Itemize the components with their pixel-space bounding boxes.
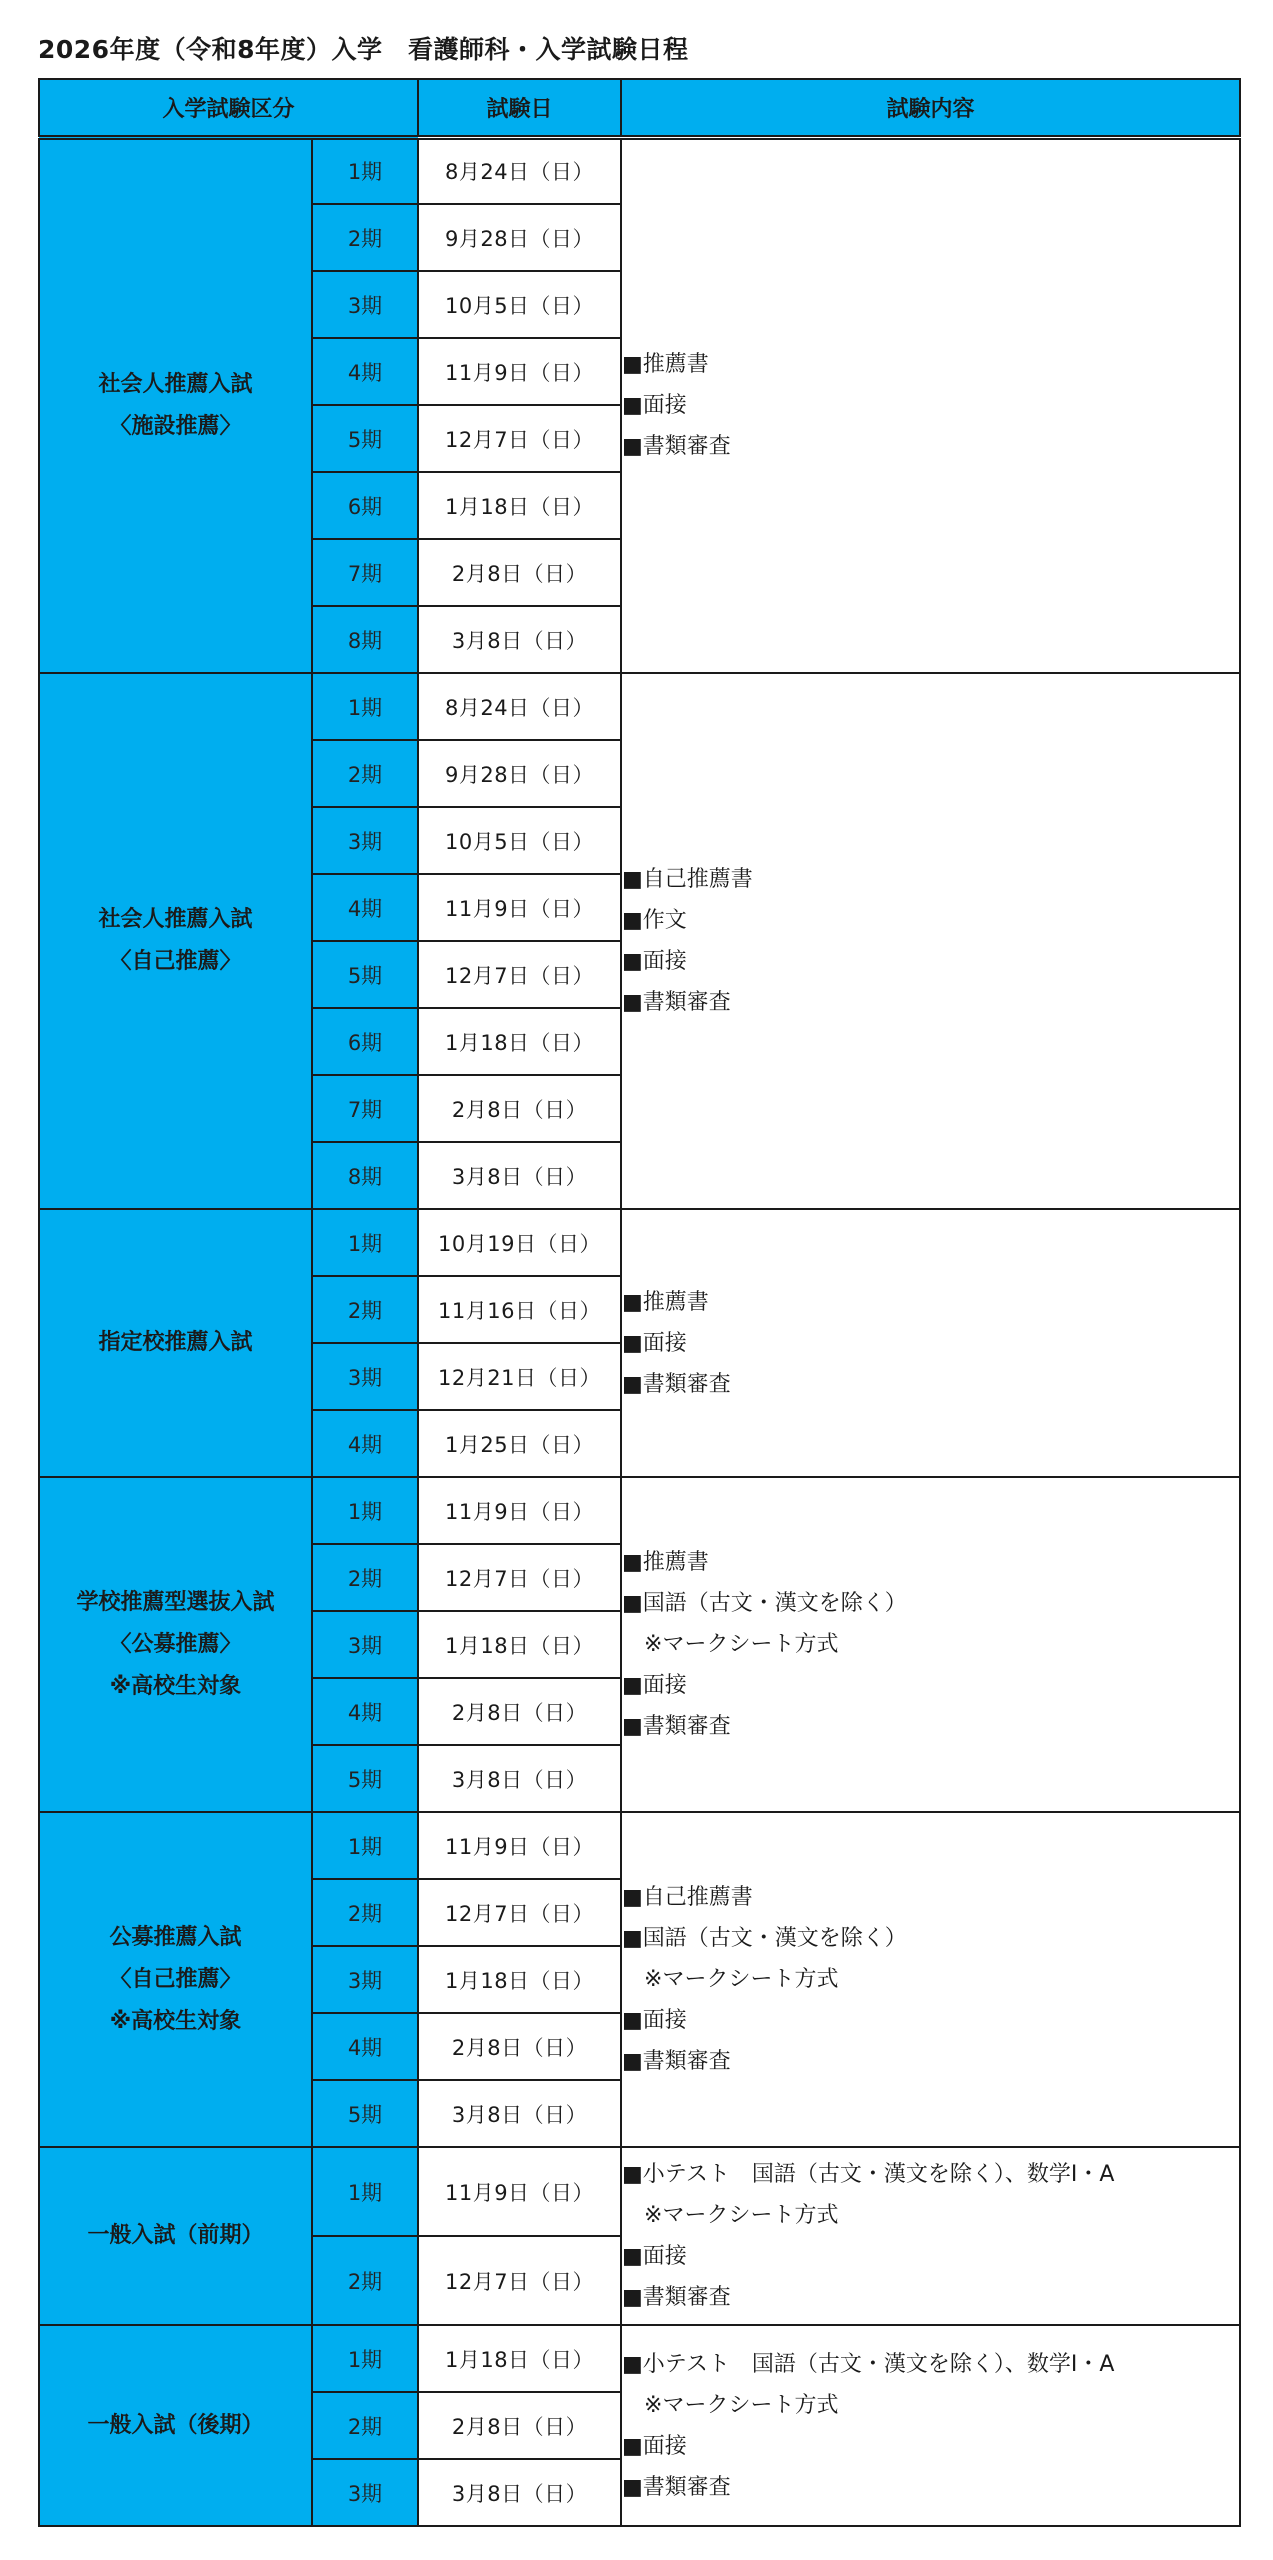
table-row (39, 137, 1240, 204)
period-cell: 2期 (312, 2236, 418, 2325)
exam-date-cell: 1月18日（日） (418, 1008, 621, 1075)
exam-category-label: 一般入試（前期） (87, 2223, 264, 2248)
exam-content-item: ■国語（古文・漢文を除く） (622, 1591, 907, 1616)
exam-category-cell (39, 2325, 312, 2526)
period-cell: 8期 (312, 606, 418, 673)
exam-category-label: ※高校生対象 (109, 2008, 242, 2034)
header-category: 入学試験区分 (39, 79, 418, 137)
exam-content-item: ※マークシート方式 (622, 1967, 839, 1992)
period-cell: 1期 (312, 1477, 418, 1544)
exam-content-item: ■面接 (622, 1673, 687, 1698)
exam-category-cell (39, 673, 312, 1209)
exam-category-label: ※高校生対象 (109, 1673, 242, 1699)
exam-date-cell: 10月5日（日） (418, 271, 621, 338)
exam-category-label: 学校推薦型選抜入試 (76, 1589, 275, 1615)
period-cell: 4期 (312, 1410, 418, 1477)
exam-date-cell: 1月18日（日） (418, 472, 621, 539)
period-cell: 3期 (312, 807, 418, 874)
exam-date-cell: 1月25日（日） (418, 1410, 621, 1477)
exam-date-cell: 8月24日（日） (418, 673, 621, 740)
exam-date-cell: 2月8日（日） (418, 1678, 621, 1745)
table-row (39, 2147, 1240, 2236)
exam-category-label: 〈自己推薦〉 (109, 1966, 242, 1992)
exam-date-cell: 12月7日（日） (418, 2236, 621, 2325)
exam-date-cell: 12月7日（日） (418, 941, 621, 1008)
exam-category-label: 〈自己推薦〉 (109, 949, 242, 974)
exam-content-item: ■面接 (622, 2244, 687, 2269)
exam-content-item: ■小テスト 国語（古文・漢文を除く）、数学Ⅰ・A (622, 2351, 1115, 2377)
exam-category-label: 〈施設推薦〉 (109, 413, 242, 439)
period-cell: 4期 (312, 2013, 418, 2080)
period-cell: 4期 (312, 874, 418, 941)
period-cell: 1期 (312, 673, 418, 740)
exam-category-label: 一般入試（後期） (87, 2412, 264, 2438)
exam-date-cell: 11月9日（日） (418, 2147, 621, 2236)
header-content: 試験内容 (621, 79, 1240, 137)
exam-date-cell: 12月7日（日） (418, 1879, 621, 1946)
exam-content-item: ■書類審査 (622, 1371, 731, 1397)
period-cell: 3期 (312, 1946, 418, 2013)
period-cell: 3期 (312, 2459, 418, 2526)
period-cell: 3期 (312, 1343, 418, 1410)
table-row (39, 673, 1240, 740)
exam-content-item: ■推薦書 (622, 352, 709, 378)
exam-content-cell (621, 137, 1240, 673)
exam-category-label: 社会人推薦入試 (98, 907, 253, 932)
exam-date-cell: 1月18日（日） (418, 2325, 621, 2392)
exam-content-item: ■書類審査 (622, 2474, 731, 2500)
exam-category-cell (39, 1812, 312, 2147)
exam-content-cell (621, 2325, 1240, 2526)
period-cell: 4期 (312, 338, 418, 405)
exam-category-label: 社会人推薦入試 (98, 371, 253, 397)
period-cell: 2期 (312, 2392, 418, 2459)
exam-date-cell: 1月18日（日） (418, 1611, 621, 1678)
period-cell: 2期 (312, 740, 418, 807)
exam-content-item: ■推薦書 (622, 1289, 709, 1315)
exam-content-cell (621, 673, 1240, 1209)
exam-content-item: ■小テスト 国語（古文・漢文を除く）、数学Ⅰ・A (622, 2162, 1115, 2187)
period-cell: 5期 (312, 941, 418, 1008)
exam-date-cell: 3月8日（日） (418, 2080, 621, 2147)
period-cell: 1期 (312, 1209, 418, 1276)
exam-date-cell: 10月19日（日） (418, 1209, 621, 1276)
period-cell: 1期 (312, 2147, 418, 2236)
exam-content-item: ■書類審査 (622, 990, 731, 1015)
period-cell: 2期 (312, 204, 418, 271)
exam-schedule-table (38, 78, 1241, 2527)
exam-content-item: ■面接 (622, 949, 687, 974)
exam-content-item: ■面接 (622, 2008, 687, 2033)
exam-content-cell (621, 1477, 1240, 1812)
period-cell: 3期 (312, 1611, 418, 1678)
exam-date-cell: 2月8日（日） (418, 1075, 621, 1142)
period-cell: 5期 (312, 1745, 418, 1812)
exam-date-cell: 11月9日（日） (418, 1477, 621, 1544)
period-cell: 3期 (312, 271, 418, 338)
table-row (39, 1477, 1240, 1544)
period-cell: 5期 (312, 2080, 418, 2147)
period-cell: 2期 (312, 1276, 418, 1343)
page-title: 2026年度（令和8年度）入学 看護師科・入学試験日程 (38, 35, 689, 64)
exam-date-cell: 3月8日（日） (418, 1142, 621, 1209)
exam-date-cell: 2月8日（日） (418, 539, 621, 606)
exam-content-cell (621, 1812, 1240, 2147)
period-cell: 7期 (312, 1075, 418, 1142)
exam-category-label: 〈公募推薦〉 (109, 1631, 242, 1657)
exam-category-cell (39, 2147, 312, 2325)
exam-date-cell: 12月21日（日） (418, 1343, 621, 1410)
period-cell: 1期 (312, 1812, 418, 1879)
period-cell: 2期 (312, 1544, 418, 1611)
exam-date-cell: 3月8日（日） (418, 1745, 621, 1812)
period-cell: 8期 (312, 1142, 418, 1209)
exam-content-item: ■自己推薦書 (622, 1885, 753, 1910)
exam-date-cell: 3月8日（日） (418, 2459, 621, 2526)
header-row (39, 79, 1240, 137)
table-row (39, 2325, 1240, 2392)
exam-content-item: ■面接 (622, 1330, 687, 1356)
schedule-body (39, 137, 1240, 2526)
exam-date-cell: 9月28日（日） (418, 740, 621, 807)
exam-date-cell: 11月9日（日） (418, 338, 621, 405)
exam-category-cell (39, 137, 312, 673)
exam-date-cell: 1月18日（日） (418, 1946, 621, 2013)
period-cell: 6期 (312, 472, 418, 539)
exam-content-item: ■書類審査 (622, 2049, 731, 2074)
exam-date-cell: 10月5日（日） (418, 807, 621, 874)
header-date: 試験日 (418, 79, 621, 137)
exam-date-cell: 3月8日（日） (418, 606, 621, 673)
exam-category-label: 公募推薦入試 (109, 1924, 242, 1950)
exam-content-item: ■自己推薦書 (622, 867, 753, 892)
exam-content-item: ■面接 (622, 393, 687, 419)
exam-content-item: ■書類審査 (622, 1714, 731, 1739)
exam-date-cell: 12月7日（日） (418, 405, 621, 472)
period-cell: 2期 (312, 1879, 418, 1946)
exam-content-item: ■面接 (622, 2433, 687, 2459)
exam-date-cell: 11月9日（日） (418, 1812, 621, 1879)
exam-content-item: ※マークシート方式 (622, 2203, 839, 2228)
exam-content-item: ■作文 (622, 908, 687, 933)
exam-content-cell (621, 1209, 1240, 1477)
table-row (39, 1812, 1240, 1879)
table-row (39, 1209, 1240, 1276)
period-cell: 1期 (312, 2325, 418, 2392)
exam-date-cell: 2月8日（日） (418, 2392, 621, 2459)
exam-date-cell: 11月16日（日） (418, 1276, 621, 1343)
exam-date-cell: 2月8日（日） (418, 2013, 621, 2080)
period-cell: 1期 (312, 137, 418, 204)
exam-content-item: ■国語（古文・漢文を除く） (622, 1926, 907, 1951)
exam-category-cell (39, 1477, 312, 1812)
period-cell: 5期 (312, 405, 418, 472)
exam-content-item: ■推薦書 (622, 1550, 709, 1575)
exam-category-cell (39, 1209, 312, 1477)
exam-content-item: ※マークシート方式 (622, 1632, 839, 1657)
exam-date-cell: 12月7日（日） (418, 1544, 621, 1611)
exam-date-cell: 11月9日（日） (418, 874, 621, 941)
exam-content-item: ■書類審査 (622, 434, 731, 460)
exam-date-cell: 8月24日（日） (418, 137, 621, 204)
exam-date-cell: 9月28日（日） (418, 204, 621, 271)
period-cell: 4期 (312, 1678, 418, 1745)
exam-content-item: ※マークシート方式 (622, 2392, 839, 2418)
exam-category-label: 指定校推薦入試 (98, 1330, 253, 1355)
period-cell: 6期 (312, 1008, 418, 1075)
exam-content-item: ■書類審査 (622, 2285, 731, 2310)
exam-content-cell (621, 2147, 1240, 2325)
period-cell: 7期 (312, 539, 418, 606)
